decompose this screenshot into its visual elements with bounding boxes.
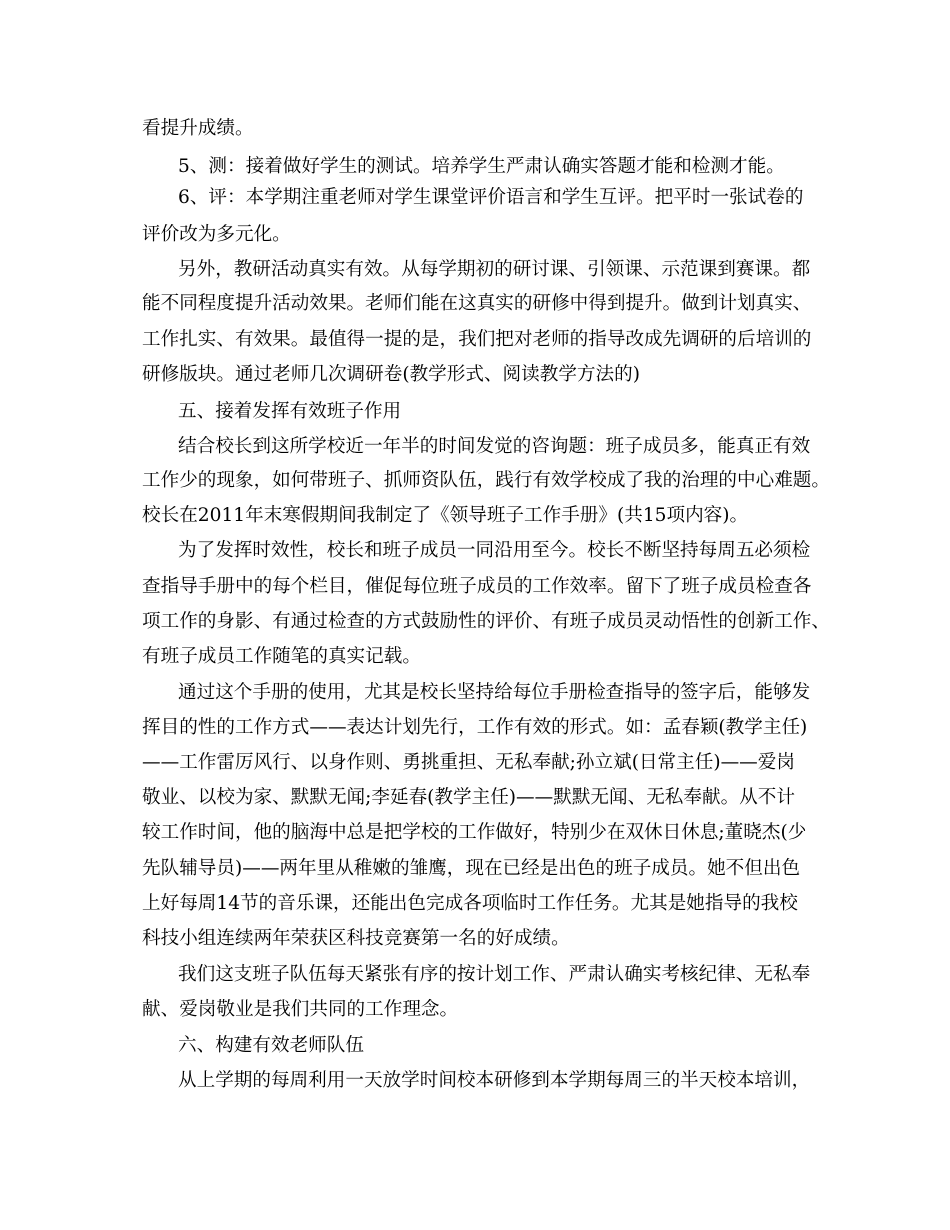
section-heading-5: 五、接着发挥有效班子作用 (178, 401, 402, 422)
text-line-25: 我们这支班子队伍每天紧张有序的按计划工作、严肃认确实考核纪律、无私奉 (178, 964, 811, 985)
text-line-12: 校长在2011年末寒假期间我制定了《领导班子工作手册》(共15项内容)。 (142, 505, 749, 526)
text-line-11: 工作少的现象，如何带班子、抓师资队伍，践行有效学校成了我的治理的中心难题。 (142, 470, 830, 491)
text-line-18: 挥目的性的工作方式——表达计划先行，工作有效的形式。如：孟春颖(教学主任) (142, 717, 808, 738)
text-line-26: 献、爱岗敬业是我们共同的工作理念。 (142, 999, 459, 1020)
text-line-4: 评价改为多元化。 (142, 224, 291, 245)
text-line-3: 6、评：本学期注重老师对学生课堂评价语言和学生互评。把平时一张试卷的 (178, 187, 804, 208)
text-line-2: 5、测：接着做好学生的测试。培养学生严肃认确实答题才能和检测才能。 (178, 156, 785, 177)
text-line-19: ——工作雷厉风行、以身作则、勇挑重担、无私奉献;孙立斌(日常主任)——爱岗 (142, 752, 795, 773)
text-line-7: 工作扎实、有效果。最值得一提的是，我们把对老师的指导改成先调研的后培训的 (142, 329, 812, 350)
text-line-21: 较工作时间，他的脑海中总是把学校的工作做好，特别少在双休日休息;董晓杰(少 (142, 822, 807, 843)
text-line-8: 研修版块。通过老师几次调研卷(教学形式、阅读教学方法的) (142, 364, 640, 385)
section-heading-6: 六、构建有效老师队伍 (178, 1035, 364, 1056)
text-line-14: 查指导手册中的每个栏目，催促每位班子成员的工作效率。留下了班子成员检查各 (142, 576, 812, 597)
text-line-16: 有班子成员工作随笔的真实记载。 (142, 646, 421, 667)
text-line-24: 科技小组连续两年荣获区科技竞赛第一名的好成绩。 (142, 928, 570, 949)
text-line-13: 为了发挥时效性，校长和班子成员一同沿用至今。校长不断坚持每周五必须检 (178, 540, 811, 561)
text-line-28: 从上学期的每周利用一天放学时间校本研修到本学期每周三的半天校本培训， (178, 1070, 811, 1091)
text-line-23: 上好每周14节的音乐课，还能出色完成各项临时工作任务。尤其是她指导的我校 (142, 893, 798, 914)
text-line-10: 结合校长到这所学校近一年半的时间发觉的咨询题：班子成员多，能真正有效 (178, 436, 811, 457)
text-line-15: 项工作的身影、有通过检查的方式鼓励性的评价、有班子成员灵动悟性的创新工作、 (142, 611, 830, 632)
text-line-20: 敬业、以校为家、默默无闻;李延春(教学主任)——默默无闻、无私奉献。从不计 (142, 787, 795, 808)
text-line-6: 能不同程度提升活动效果。老师们能在这真实的研修中得到提升。做到计划真实、 (142, 293, 812, 314)
text-line-22: 先队辅导员)——两年里从稚嫩的雏鹰，现在已经是出色的班子成员。她不但出色 (142, 858, 801, 879)
text-line-5: 另外，教研活动真实有效。从每学期初的研讨课、引领课、示范课到赛课。都 (178, 259, 811, 280)
text-line-17: 通过这个手册的使用，尤其是校长坚持给每位手册检查指导的签字后，能够发 (178, 682, 811, 703)
text-line-1: 看提升成绩。 (142, 118, 254, 139)
